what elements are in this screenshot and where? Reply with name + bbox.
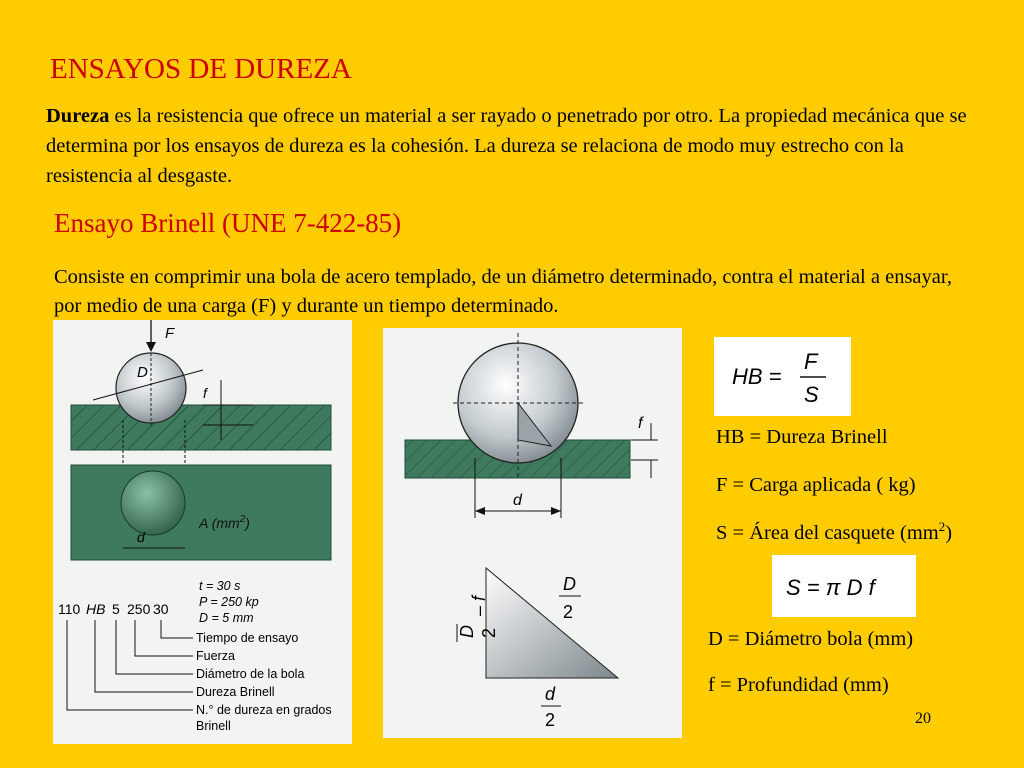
tri-2a: 2 xyxy=(563,602,574,622)
callout-diametro: Diámetro de la bola xyxy=(196,667,305,681)
brinell-ball-diagram xyxy=(53,320,352,744)
legend-s: S = Área del casquete $(mm^2)$ xyxy=(716,519,953,544)
label-f2: f xyxy=(638,415,643,432)
brinell-ball-figure xyxy=(53,320,352,744)
tri-left-2: 2 xyxy=(479,627,499,638)
formula-s xyxy=(772,555,916,617)
legend-f: F = Carga aplicada ( kg) xyxy=(716,474,916,496)
legend-hb: HB = Dureza Brinell xyxy=(716,426,888,448)
formula-s-text: S = π D f xyxy=(786,575,875,600)
param-d: D = 5 mm xyxy=(199,611,254,625)
page-number: 20 xyxy=(915,710,931,727)
label-d2: d xyxy=(513,492,522,509)
designation-p: 250 xyxy=(127,601,151,617)
formula-hb-lhs: HB = xyxy=(732,364,782,389)
geometry-figure xyxy=(383,328,682,738)
callout-brinell: Brinell xyxy=(196,719,231,733)
callout-tiempo: Tiempo de ensayo xyxy=(196,631,299,645)
intro-paragraph xyxy=(46,101,976,191)
indentation-geometry-diagram xyxy=(383,328,682,738)
formula-hb-num: F xyxy=(804,349,818,374)
label-f: f xyxy=(203,385,207,401)
label-F: F xyxy=(165,325,175,342)
tri-left-D: D xyxy=(457,625,477,638)
formula-hb-den: S xyxy=(804,382,819,407)
tri-D: D xyxy=(563,574,576,594)
formula-hb xyxy=(714,337,851,416)
callout-fuerza: Fuerza xyxy=(196,649,235,663)
designation-t: 30 xyxy=(153,601,169,617)
section-subtitle: Ensayo Brinell (UNE 7-422-85) xyxy=(54,208,402,238)
designation-d: 5 xyxy=(112,601,120,617)
tri-d: d xyxy=(545,684,556,704)
callout-numero: N.° de dureza en grados xyxy=(196,703,332,717)
legend-d: D = Diámetro bola (mm) xyxy=(708,628,914,650)
legend-fp: f = Profundidad (mm) xyxy=(708,674,889,696)
tri-left-minus-f: – f xyxy=(469,595,489,616)
page-title: ENSAYOS DE DUREZA xyxy=(50,53,352,85)
label-d: d xyxy=(137,529,145,545)
intro-text: es la resistencia que ofrece un material a ser rayado o penetrado por otro. La propiedad mecánica que se determina por los ensayos de dureza es la cohesión. La dureza se relaciona de modo muy estrecho con la resistencia al desgaste. xyxy=(46,105,967,187)
param-p: P = 250 kp xyxy=(199,595,259,609)
label-D: D xyxy=(137,364,148,381)
label-A: A $(mm^2)$ xyxy=(199,514,250,531)
designation-hb: HB xyxy=(86,601,106,617)
callout-dureza: Dureza Brinell xyxy=(196,685,275,699)
tri-2b: 2 xyxy=(545,710,556,730)
description-paragraph: Consiste en comprimir una bola de acero templado, de un diámetro determinado, contra el material a ensayar, por medio de una carga (F) y durante un tiempo determinado. xyxy=(54,266,952,317)
designation-value: 110 xyxy=(58,601,81,617)
param-t: t = 30 s xyxy=(199,579,241,593)
intro-term: Dureza xyxy=(46,105,110,127)
